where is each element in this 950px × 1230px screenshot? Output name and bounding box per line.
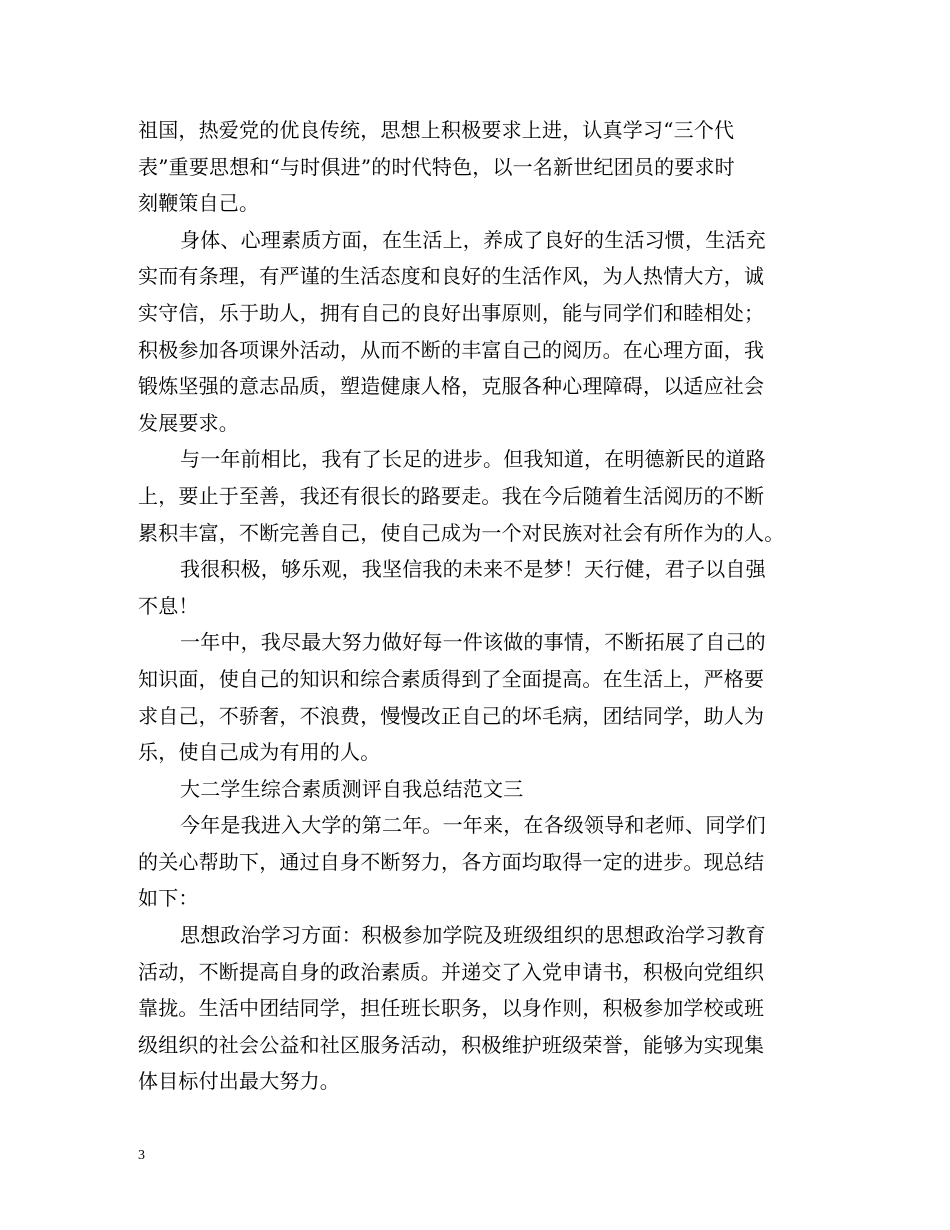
text-line: 实而有条理，有严谨的生活态度和良好的生活作风，为人热情大方，诚 <box>138 264 765 289</box>
text-line: 刻鞭策自己。 <box>138 191 260 216</box>
text-line: 锻炼坚强的意志品质，塑造健康人格，克服各种心理障碍，以适应社会 <box>138 374 765 399</box>
text-line: 一年中，我尽最大努力做好每一件该做的事情，不断拓展了自己的 <box>180 630 766 655</box>
text-line: 思想政治学习方面：积极参加学院及班级组织的思想政治学习教育 <box>180 923 766 948</box>
text-line: 身体、心理素质方面，在生活上，养成了良好的生活习惯，生活充 <box>180 227 766 252</box>
text-line: 上，要止于至善，我还有很长的路要走。我在今后随着生活阅历的不断 <box>138 483 765 508</box>
text-line: 累积丰富，不断完善自己，使自己成为一个对民族对社会有所作为的人。 <box>138 520 785 545</box>
text-line: 今年是我进入大学的第二年。一年来，在各级领导和老师、同学们 <box>180 813 766 838</box>
document-body <box>138 112 818 1100</box>
text-line: 我很积极，够乐观，我坚信我的未来不是梦！天行健，君子以自强 <box>180 557 766 582</box>
text-line: 知识面，使自己的知识和综合素质得到了全面提高。在生活上，严格要 <box>138 666 765 691</box>
text-line: 祖国，热爱党的优良传统，思想上积极要求上进，认真学习“三个代 <box>138 118 735 142</box>
text-line: 求自己，不骄奢，不浪费，慢慢改正自己的坏毛病，团结同学，助人为 <box>138 703 765 728</box>
page-number: 3 <box>138 1148 145 1163</box>
text-line: 乐，使自己成为有用的人。 <box>138 740 381 765</box>
text-line: 与一年前相比，我有了长足的进步。但我知道，在明德新民的道路 <box>180 447 766 472</box>
text-line: 积极参加各项课外活动，从而不断的丰富自己的阅历。在心理方面，我 <box>138 337 765 362</box>
text-line: 活动，不断提高自身的政治素质。并递交了入党申请书，积极向党组织 <box>138 959 765 984</box>
text-line: 发展要求。 <box>138 410 239 435</box>
text-line: 实守信，乐于助人，拥有自己的良好出事原则，能与同学们和睦相处； <box>138 300 765 325</box>
text-line: 体目标付出最大努力。 <box>138 1069 340 1094</box>
text-line: 表”重要思想和“与时俱进”的时代特色，以一名新世纪团员的要求时 <box>138 154 735 179</box>
text-line: 级组织的社会公益和社区服务活动，积极维护班级荣誉，能够为实现集 <box>138 1032 765 1057</box>
text-line: 不息！ <box>138 593 199 618</box>
text-line: 靠拢。生活中团结同学，担任班长职务，以身作则，积极参加学校或班 <box>138 996 765 1021</box>
text-line: 的关心帮助下，通过自身不断努力，各方面均取得一定的进步。现总结 <box>138 849 765 874</box>
section-heading: 大二学生综合素质测评自我总结范文三 <box>180 776 524 801</box>
text-line: 如下： <box>138 886 199 911</box>
